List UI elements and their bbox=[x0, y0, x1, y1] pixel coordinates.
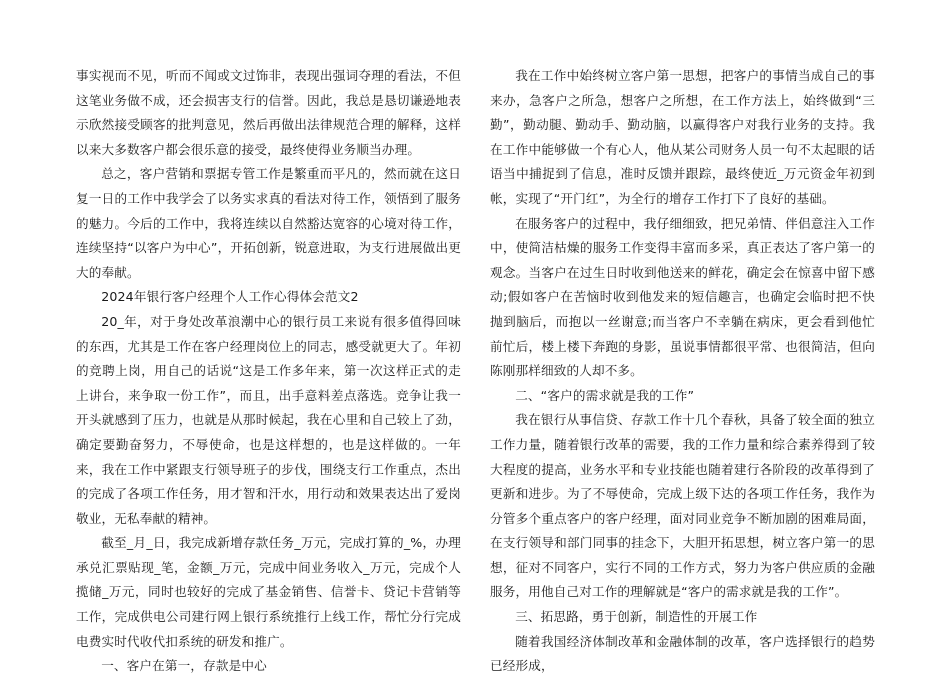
paragraph-service: 在服务客户的过程中，我仔细细致，把兄弟情、伴侣意注入工作中，使简洁枯燥的服务工作变得丰富而多采，真正表达了客户第一的观念。当客户在过生日时收到他送来的鲜花，确定会在惊喜中留下感动;假如客户在苦恼时收到他发来的短信趣言，也确定会临时把不快抛到脑后，而抱以一丝谢意;而当客户不幸躺在病床，更会看到他忙前忙后，楼上楼下奔跑的身影，虽说事情都很平常、也很简洁，但向陈刚那样细致的人却不多。 bbox=[490, 215, 875, 379]
paragraph-intro: 20_年，对于身处改革浪潮中心的银行员工来说有很多值得回味的东西，尤其是工作在客户经理岗位上的同志，感受就更大了。年初的竞聘上岗，用自己的话说“这是工作多年来，第一次这样正式的走上讲台，来争取一份工作”，而且，出手意料差点落选。竞争让我一开头就感到了压力，也就是从那时候起，我在心里和自己较上了劲，确定要勤奋努力，不辱使命，也是这样想的，也是这样做的。一年来，我在工作中紧跟支行领导班子的步伐，围绕支行工作重点，杰出的完成了各项工作任务，用才智和汗水，用行动和效果表达出了爱岗敬业，无私奉献的精神。 bbox=[76, 313, 461, 526]
section-title: 2024年银行客户经理个人工作心得体会范文2 bbox=[101, 289, 359, 305]
subheading-customer-needs: 二、“客户的需求就是我的工作” bbox=[515, 387, 695, 403]
left-column bbox=[76, 64, 461, 679]
paragraph-customer-first: 我在工作中始终树立客户第一思想，把客户的事情当成自己的事来办，急客户之所急，想客户之所想，在工作方法上，始终做到“三勤”，勤动腿、勤动手、勤动脑，以赢得客户对我行业务的支持。我在工作中能够做一个有心人，他从某公司财务人员一句不太起眼的话语当中捕捉到了信息，准时反馈并跟踪，最终使近_万元资金年初到帐，实现了“开门红”，为全行的增存工作打下了良好的基础。 bbox=[490, 68, 875, 206]
paragraph-results: 截至_月_日，我完成新增存款任务_万元，完成打算的_%，办理承兑汇票贴现_笔，金额_万元，完成中间业务收入_万元，完成个人揽储_万元，同时也较好的完成了基金销售、信誉卡、贷记卡营销等工作，完成供电公司建行网上银行系统推行上线工作，帮忙分行完成电费实时代收代扣系统的研发和推广。 bbox=[76, 535, 461, 649]
subheading-innovation: 三、拓思路，勇于创新，制造性的开展工作 bbox=[515, 609, 758, 625]
paragraph-continuation: 事实视而不见，听而不闻或文过饰非，表现出强词夺理的看法，不但这笔业务做不成，还会损害支行的信誉。因此，我总是恳切谦逊地表示欣然接受顾客的批判意见，然后再做出法律规范合理的解释，这样以来大多数客户都会很乐意的接受，最终使得业务顺当办理。 bbox=[76, 68, 461, 157]
paragraph-summary: 总之，客户营销和票据专管工作是繁重而平凡的，然而就在这日复一日的工作中我学会了以务实求真的看法对待工作，领悟到了服务的魅力。今后的工作中，我将连续以自然豁达宽容的心境对待工作，连续坚持“以客户为中心”，开拓创新，锐意进取，为支行进展做出更大的奉献。 bbox=[76, 166, 461, 280]
right-column bbox=[490, 64, 875, 679]
subheading-customer-first: 一、客户在第一，存款是中心 bbox=[101, 658, 267, 674]
paragraph-trend: 随着我国经济体制改革和金融体制的改革，客户选择银行的趋势已经形成， bbox=[490, 633, 875, 674]
paragraph-experience: 我在银行从事信贷、存款工作十几个春秋，具备了较全面的独立工作力量，随着银行改革的需要，我的工作力量和综合素养得到了较大程度的提高，业务水平和专业技能也随着建行各阶段的改革得到了更新和进步。为了不辱使命，完成上级下达的各项工作任务，我作为分管多个重点客户的客户经理，面对同业竞争不断加剧的困难局面，在支行领导和部门同事的挂念下，大胆开拓思想，树立客户第一的思想，征对不同客户，实行不同的工作方式，努力为客户供应质的金融服务，用他自己对工作的理解就是“客户的需求就是我的工作”。 bbox=[490, 412, 875, 600]
